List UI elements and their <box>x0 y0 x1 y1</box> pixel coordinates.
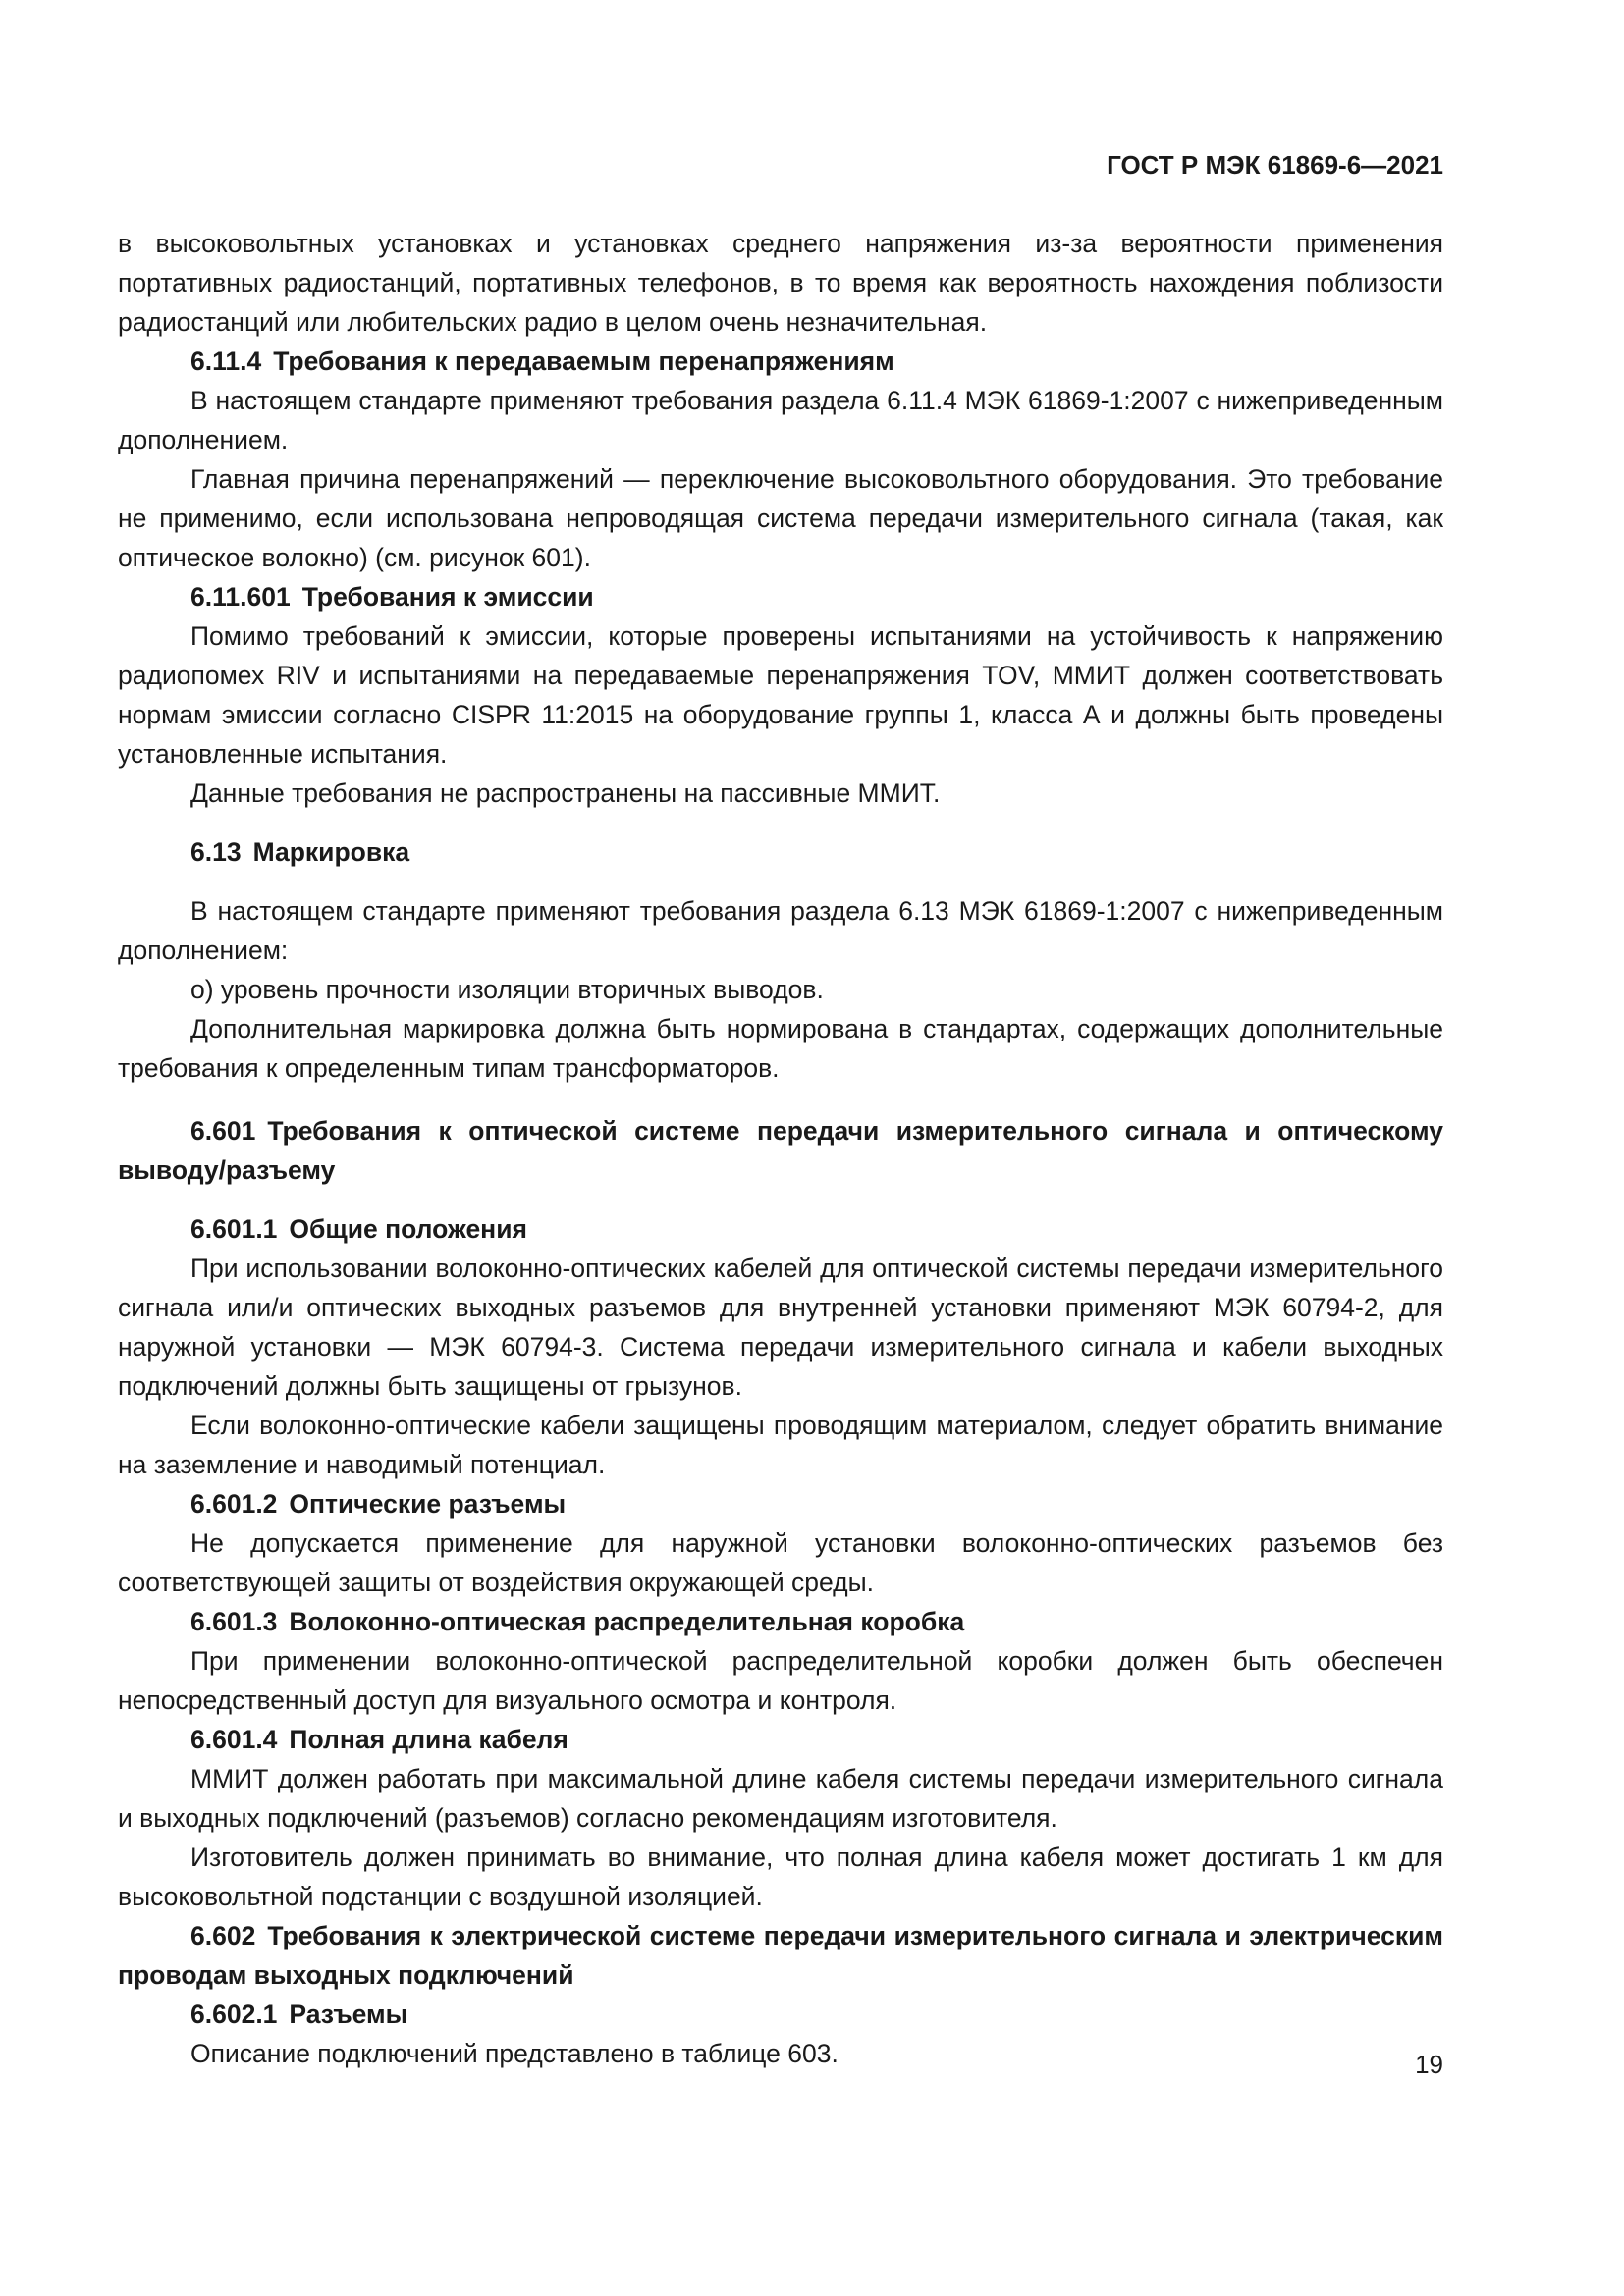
paragraph: Данные требования не распространены на пассивные ММИТ. <box>190 778 941 808</box>
heading-6-601-3 <box>118 1602 1443 1641</box>
section-number: 6.601.4 <box>190 1725 278 1754</box>
section-number: 6.601.3 <box>190 1607 278 1636</box>
section-title: Требования к передаваемым перенапряжениям <box>273 347 894 376</box>
paragraph-intro: в высоковольтных установках и установках среднего напряжения из-за вероятности применения портативных радиостанций, портативных телефонов, в то время как вероятность нахождения поблизости радиостанций или любительских радио в целом очень незначительная. <box>118 229 1443 337</box>
document-header-standard-code: ГОСТ Р МЭК 61869-6—2021 <box>1107 150 1443 180</box>
heading-6-602 <box>118 1916 1443 1995</box>
paragraph: При применении волоконно-оптической распределительной коробки должен быть обеспечен непосредственный доступ для визуального осмотра и контроля. <box>118 1646 1443 1715</box>
heading-6-601-4 <box>118 1720 1443 1759</box>
heading-6-11-4 <box>118 342 1443 381</box>
paragraph: Описание подключений представлено в таблице 603. <box>190 2039 839 2068</box>
heading-6-602-1 <box>118 1995 1443 2034</box>
paragraph: Помимо требований к эмиссии, которые проверены испытаниями на устойчивость к напряжению радиопомех RIV и испытаниями на передаваемые перенапряжения TOV, ММИТ должен соответствовать нормам эмиссии согласно CISPR 11:2015 на оборудование группы 1, класса А и должны быть проведены установленные испытания. <box>118 621 1443 769</box>
paragraph: При использовании волоконно-оптических кабелей для оптической системы передачи измерительного сигнала или/и оптических выходных разъемов для внутренней установки применяют МЭК 60794-2, для наружной установки — МЭК 60794-3. Система передачи измерительного сигнала и кабели выходных подключений должны быть защищены от грызунов. <box>118 1254 1443 1401</box>
paragraph: Главная причина перенапряжений — переключение высоковольтного оборудования. Это требование не применимо, если использована непроводящая система передачи измерительного сигнала (такая, как оптическое волокно) (см. рисунок 601). <box>118 464 1443 572</box>
section-title: Оптические разъемы <box>289 1489 567 1519</box>
section-number: 6.11.4 <box>190 347 262 376</box>
paragraph: В настоящем стандарте применяют требования раздела 6.11.4 МЭК 61869-1:2007 с нижеприведенным дополнением. <box>118 386 1443 454</box>
section-title: Волоконно-оптическая распределительная коробка <box>289 1607 965 1636</box>
paragraph: Если волоконно-оптические кабели защищены проводящим материалом, следует обратить внимание на заземление и наводимый потенциал. <box>118 1411 1443 1479</box>
section-title: Разъемы <box>289 2000 408 2029</box>
heading-6-11-601 <box>118 577 1443 616</box>
section-title: Полная длина кабеля <box>289 1725 568 1754</box>
paragraph: Дополнительная маркировка должна быть нормирована в стандартах, содержащих дополнительные требования к определенным типам трансформаторов. <box>118 1014 1443 1083</box>
paragraph: ММИТ должен работать при максимальной длине кабеля системы передачи измерительного сигнала и выходных подключений (разъемов) согласно рекомендациям изготовителя. <box>118 1764 1443 1833</box>
section-title: Маркировка <box>252 837 410 867</box>
heading-6-13 <box>118 832 1443 872</box>
section-title: Требования к оптической системе передачи измерительного сигнала и оптическому выводу/разъему <box>118 1116 1443 1185</box>
spacer <box>118 1088 1443 1111</box>
paragraph: Не допускается применение для наружной установки волоконно-оптических разъемов без соответствующей защиты от воздействия окружающей среды. <box>118 1528 1443 1597</box>
section-title: Требования к эмиссии <box>301 582 594 612</box>
section-number: 6.601 <box>190 1116 256 1146</box>
section-number: 6.602.1 <box>190 2000 278 2029</box>
heading-6-601-1 <box>118 1209 1443 1249</box>
spacer <box>118 872 1443 891</box>
spacer <box>118 813 1443 832</box>
document-body <box>118 224 1443 2073</box>
heading-6-601-2 <box>118 1484 1443 1523</box>
section-number: 6.601.2 <box>190 1489 278 1519</box>
section-number: 6.601.1 <box>190 1214 278 1244</box>
section-title: Общие положения <box>289 1214 527 1244</box>
section-title: Требования к электрической системе передачи измерительного сигнала и электрическим проводам выходных подключений <box>118 1921 1443 1990</box>
spacer <box>118 1190 1443 1209</box>
section-number: 6.13 <box>190 837 242 867</box>
section-number: 6.602 <box>190 1921 256 1950</box>
section-number: 6.11.601 <box>190 582 291 612</box>
paragraph: В настоящем стандарте применяют требования раздела 6.13 МЭК 61869-1:2007 с нижеприведенным дополнением: <box>118 896 1443 965</box>
heading-6-601 <box>118 1111 1443 1190</box>
page-number: 19 <box>1415 2050 1443 2079</box>
paragraph: Изготовитель должен принимать во внимание, что полная длина кабеля может достигать 1 км для высоковольтной подстанции с воздушной изоляцией. <box>118 1842 1443 1911</box>
list-item: о) уровень прочности изоляции вторичных выводов. <box>190 975 824 1004</box>
